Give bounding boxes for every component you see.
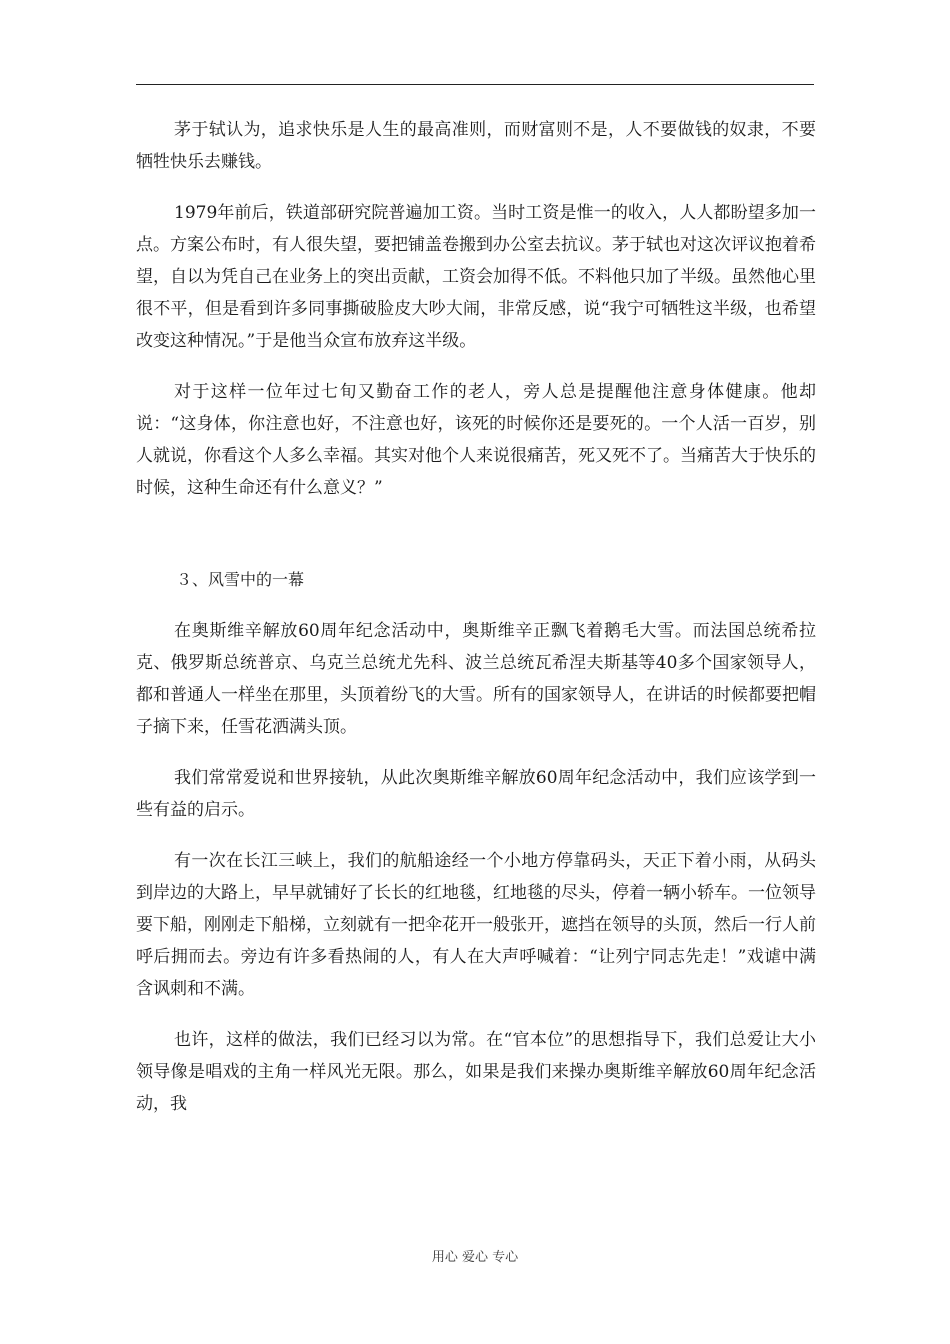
paragraph: 1979年前后，铁道部研究院普遍加工资。当时工资是惟一的收入，人人都盼望多加一点。方案公布时，有人很失望，要把铺盖卷搬到办公室去抗议。茅于轼也对这次评议抱着希望，自以为凭自己在业务上的突出贡献，工资会加得不低。不料他只加了半级。虽然他心里很不平，但是看到许多同事撕破脸皮大吵大闹，非常反感，说“我宁可牺牲这半级，也希望改变这种情况。”于是他当众宣布放弃这半级。 [136,203,816,351]
paragraph: 也许，这样的做法，我们已经习以为常。在“官本位”的思想指导下，我们总爱让大小领导像是唱戏的主角一样风光无限。那么，如果是我们来操办奥斯维辛解放60周年纪念活动，我 [136,1030,816,1114]
paragraph: 有一次在长江三峡上，我们的航船途经一个小地方停靠码头，天正下着小雨，从码头到岸边的大路上，早早就铺好了长长的红地毯，红地毯的尽头，停着一辆小轿车。一位领导要下船，刚刚走下船梯，立刻就有一把伞花开一般张开，遮挡在领导的头顶，然后一行人前呼后拥而去。旁边有许多看热闹的人，有人在大声呼喊着：“让列宁同志先走！”戏谑中满含讽刺和不满。 [136,851,816,999]
paragraph: 茅于轼认为，追求快乐是人生的最高准则，而财富则不是，人不要做钱的奴隶，不要牺牲快乐去赚钱。 [136,120,816,172]
paragraph: 我们常常爱说和世界接轨，从此次奥斯维辛解放60周年纪念活动中，我们应该学到一些有益的启示。 [136,768,816,820]
document-body [136,114,816,1120]
header-rule [136,84,814,85]
paragraph: 在奥斯维辛解放60周年纪念活动中，奥斯维辛正飘飞着鹅毛大雪。而法国总统希拉克、俄罗斯总统普京、乌克兰总统尤先科、波兰总统瓦希涅夫斯基等40多个国家领导人，都和普通人一样坐在那里，头顶着纷飞的大雪。所有的国家领导人，在讲话的时候都要把帽子摘下来，任雪花洒满头顶。 [136,621,816,737]
section-heading: ３、风雪中的一幕 [176,570,305,589]
paragraph: 对于这样一位年过七旬又勤奋工作的老人，旁人总是提醒他注意身体健康。他却说：“这身体，你注意也好，不注意也好，该死的时候你还是要死的。一个人活一百岁，别人就说，你看这个人多么幸福。其实对他个人来说很痛苦，死又死不了。当痛苦大于快乐的时候，这种生命还有什么意义？” [136,382,816,498]
page-footer: 用心 爱心 专心 [431,1250,519,1265]
